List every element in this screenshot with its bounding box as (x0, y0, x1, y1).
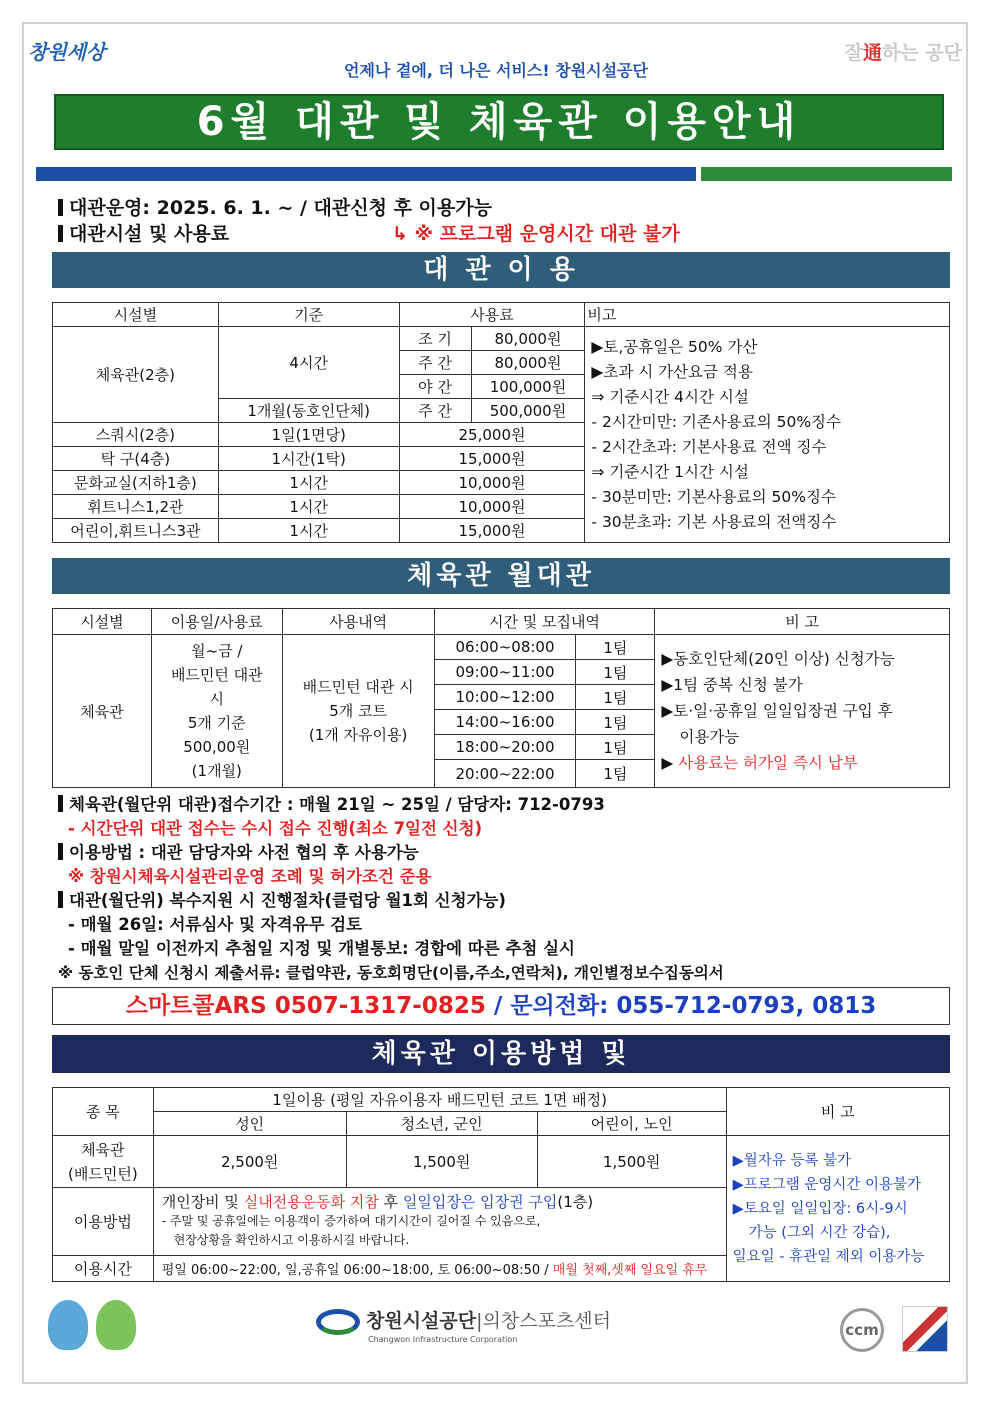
fee-value: 10,000원 (399, 471, 585, 495)
page-title: 6월 대관 및 체육관 이용안내 (54, 94, 944, 150)
contact-phone: 문의전화: 055-712-0793, 0813 (510, 993, 877, 1019)
footer-org-logo: 창원시설공단|의창스포츠센터 Changwon Infrastructure Corporation (316, 1306, 611, 1344)
gym-basis: 4시간 (218, 327, 399, 399)
fee-value: 80,000원 (471, 351, 585, 375)
changwon-logo: 창원세상 (28, 40, 106, 64)
slot-time: 14:00~16:00 (434, 710, 576, 735)
hours-text: 평일 06:00~22:00, 일,공휴일 06:00~18:00, 토 06:00~08:50 / 매월 첫째,셋째 일요일 휴무 (153, 1256, 726, 1282)
header-youth: 청소년, 군인 (346, 1112, 537, 1136)
rental-notes: ▶토,공휴일은 50% 가산 ▶초과 시 가산요금 적용 ⇒ 기준시간 4시간 시설 - 2시간미만: 기존사용료의 50%징수 - 2시간초과: 기본사용료 전액 징수 ⇒ 기준시간 1시간 시설 - 30분미만: 기본사용료의 50%징수 - 30분초과: 기본 사용료의 전액징수 (585, 327, 950, 543)
header-daily: 1일이용 (평일 자유이용자 배드민턴 코트 1면 배정) (153, 1088, 726, 1112)
slot-team: 1팀 (576, 685, 655, 710)
mascot-icon (96, 1300, 136, 1350)
intro-line-1: 대관운영: 2025. 6. 1. ~ / 대관신청 후 이용가능 (58, 193, 492, 220)
usage-section-title: 체육관 이용방법 및 (52, 1035, 950, 1073)
monthly-notes: ▶동호인단체(20인 이상) 신청가능 ▶1팀 중복 신청 불가 ▶토‧일‧공휴일 일일입장권 구입 후 이용가능 ▶ 사용료는 허가일 즉시 납부 (655, 635, 950, 788)
usage-notes: ▶월자유 등록 불가 ▶프로그램 운영시간 이용불가 ▶토요일 일일입장: 6시-9시 가능 (그외 시간 강습), 일요일 - 휴관일 제외 이용가능 (726, 1136, 949, 1282)
fee-value: 25,000원 (399, 423, 585, 447)
rental-section-title: 대 관 이 용 (52, 252, 950, 288)
price-adult: 2,500원 (153, 1136, 346, 1188)
facility-name: 어린이,휘트니스3관 (53, 519, 219, 543)
header-adult: 성인 (153, 1112, 346, 1136)
slot-time: 20:00~22:00 (434, 760, 576, 788)
mascot-icon (48, 1300, 88, 1350)
slot-time: 09:00~11:00 (434, 660, 576, 685)
fee-value: 15,000원 (399, 447, 585, 471)
slot-time: 18:00~20:00 (434, 735, 576, 760)
facility-basis: 1시간 (218, 495, 399, 519)
intro-note: ↳ ※ 프로그램 운영시간 대관 불가 (392, 223, 680, 245)
header-facility: 시설별 (53, 303, 219, 327)
gym-name: 체육관(2층) (53, 327, 219, 423)
facility-basis: 1시간(1탁) (218, 447, 399, 471)
gym-basis-monthly: 1개월(동호인단체) (218, 399, 399, 423)
time-label: 주 간 (399, 399, 471, 423)
contact-box: 스마트콜ARS 0507-1317-0825 / 문의전화: 055-712-0793, 0813 (52, 987, 950, 1025)
row-method-label: 이용방법 (53, 1188, 154, 1256)
header-item: 종 목 (53, 1088, 154, 1136)
slogan-logo: 잘通하는 공단 (844, 42, 962, 64)
fee-value: 15,000원 (399, 519, 585, 543)
ccm-badge: ccm (840, 1308, 884, 1352)
intro-line-2: 대관시설 및 사용료 (58, 219, 229, 246)
usage-table (52, 1087, 950, 1282)
header-fee: 사용료 (399, 303, 585, 327)
header-usage: 사용내역 (282, 609, 434, 635)
time-label: 주 간 (399, 351, 471, 375)
facility-name: 휘트니스1,2관 (53, 495, 219, 519)
ars-number: 스마트콜ARS 0507-1317-0825 (125, 993, 486, 1019)
slot-time: 06:00~08:00 (434, 635, 576, 660)
certification-mark-icon (902, 1306, 948, 1352)
fee-value: 10,000원 (399, 495, 585, 519)
facility-name: 탁 구(4층) (53, 447, 219, 471)
monthly-section-title: 체육관 월대관 (52, 558, 950, 594)
facility-basis: 1일(1면당) (218, 423, 399, 447)
time-label: 조 기 (399, 327, 471, 351)
row-hours-label: 이용시간 (53, 1256, 154, 1282)
fee-value: 80,000원 (471, 327, 585, 351)
slogan: 언제나 곁에, 더 나은 서비스! 창원시설공단 (344, 61, 648, 80)
time-label: 야 간 (399, 375, 471, 399)
facility-basis: 1시간 (218, 519, 399, 543)
facility-basis: 1시간 (218, 471, 399, 495)
info-block: 체육관(월단위 대관)접수기간 : 매월 21일 ~ 25일 / 담당자: 712-0793 - 시간단위 대관 접수는 수시 접수 진행(최소 7일전 신청) 이용방법 : 대관 담당자와 사전 협의 후 사용가능 ※ 창원시체육시설관리운영 조례 및 허가조건 준용 대관(월단위) 복수지원 시 진행절차(클럽당 월1회 신청가능) - 매월 26일: 서류심사 및 자격유무 검토 - 매월 말일 이전까지 추첨일 지정 및 개별통보: 경합에 따른 추첨 실시 ※ 동호인 단체 신청시 제출서류: 클럽약관, 동호회명단(이름,주소,연락처), 개인별정보수집동의서 (58, 795, 724, 982)
monthly-table (52, 608, 950, 788)
header-note: 비 고 (655, 609, 950, 635)
facility-name: 문화교실(지하1층) (53, 471, 219, 495)
header-fee: 이용일/사용료 (151, 609, 282, 635)
monthly-usage: 배드민턴 대관 시 5개 코트 (1개 자유이용) (282, 635, 434, 788)
price-youth: 1,500원 (346, 1136, 537, 1188)
rental-table (52, 302, 950, 543)
monthly-facility: 체육관 (53, 635, 152, 788)
header-facility: 시설별 (53, 609, 152, 635)
fee-value: 100,000원 (471, 375, 585, 399)
header-note: 비 고 (726, 1088, 949, 1136)
facility-name: 스쿼시(2층) (53, 423, 219, 447)
header-slots: 시간 및 모집내역 (434, 609, 655, 635)
monthly-fee: 월~금 / 배드민턴 대관 시 5개 기준 500,00원 (1개월) (151, 635, 282, 788)
org-emblem-icon (316, 1309, 360, 1335)
method-text: 개인장비 및 실내전용운동화 지참 후 일일입장은 입장권 구입(1층) - 주말 및 공휴일에는 이용객이 증가하여 대기시간이 길어질 수 있음으로, 현장상황을 확인하시고 이용하시길 바랍니다. (153, 1188, 726, 1256)
header-basis: 기준 (218, 303, 399, 327)
slot-team: 1팀 (576, 635, 655, 660)
divider-stripe (36, 167, 952, 181)
header-note: 비고 (585, 303, 950, 327)
price-child: 1,500원 (537, 1136, 726, 1188)
header-child: 어린이, 노인 (537, 1112, 726, 1136)
slot-team: 1팀 (576, 735, 655, 760)
fee-value: 500,000원 (471, 399, 585, 423)
slot-team: 1팀 (576, 660, 655, 685)
slot-time: 10:00~12:00 (434, 685, 576, 710)
slot-team: 1팀 (576, 710, 655, 735)
slot-team: 1팀 (576, 760, 655, 788)
row-gym-label: 체육관 (배드민턴) (53, 1136, 154, 1188)
